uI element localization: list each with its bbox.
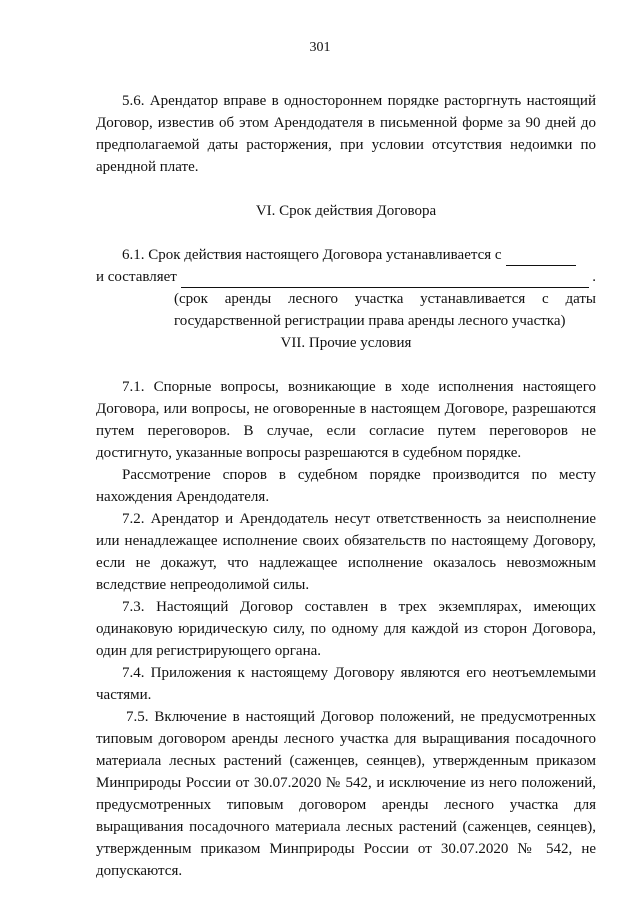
- clause-7-3: 7.3. Настоящий Договор составлен в трех экземплярах, имеющих одинаковую юридическую силу, по одному для каждой из сторон Договора, один для регистрирующего органа.: [96, 599, 596, 659]
- term-blank: [181, 270, 589, 288]
- start-date-blank: [506, 248, 576, 266]
- page-number: 301: [309, 40, 331, 55]
- clause-6-1-prefix: 6.1. Срок действия настоящего Договора устанавливается с: [122, 247, 502, 263]
- clause-7-4: 7.4. Приложения к настоящему Договору являются его неотъемлемыми частями.: [96, 665, 596, 703]
- term-note: (срок аренды лесного участка устанавливается с даты государственной регистрации права аренды лесного участка): [174, 291, 596, 329]
- clause-7-5: 7.5. Включение в настоящий Договор положений, не предусмотренных типовым договором аренды лесного участка для выращивания посадочного материала лесных растений (саженцев, сеянцев), утвержденным приказом Минприроды России от 30.07.2020 № 542, и исключение из него положений, предусмотренных типовым договором аренды лесного участка для выращивания посадочного материала лесных растений (саженцев, сеянцев), утвержденным приказом Минприроды России от 30.07.2020 № 542, не допускаются.: [96, 709, 596, 879]
- document-body: [96, 90, 596, 882]
- clause-7-1: 7.1. Спорные вопросы, возникающие в ходе исполнения настоящего Договора, или вопросы, не оговоренные в настоящем Договоре, разрешаются путем переговоров. В случае, если согласие путем переговоров не достигнуто, указанные вопросы разрешаются в судебном порядке.: [96, 379, 596, 461]
- section-7-title: VII. Прочие условия: [280, 335, 412, 351]
- clause-6-1-line-1: [96, 244, 596, 266]
- term-period: .: [592, 269, 596, 285]
- clause-6-1-line-2: [96, 266, 596, 288]
- section-6-title: VI. Срок действия Договора: [255, 203, 437, 219]
- clause-7-1-extra: Рассмотрение споров в судебном порядке производится по месту нахождения Арендодателя.: [96, 467, 596, 505]
- clause-5-6: 5.6. Арендатор вправе в одностороннем порядке расторгнуть настоящий Договор, известив об этом Арендодателя в письменной форме за 90 дней до предполагаемой даты расторжения, при условии отсутствия недоимки по арендной плате.: [96, 93, 596, 175]
- clause-7-2: 7.2. Арендатор и Арендодатель несут ответственность за неисполнение или ненадлежащее исполнение своих обязательств по настоящему Договору, если не докажут, что надлежащее исполнение оказалось невозможным вследствие непреодолимой силы.: [96, 511, 596, 593]
- clause-6-1-continue: и составляет: [96, 269, 177, 285]
